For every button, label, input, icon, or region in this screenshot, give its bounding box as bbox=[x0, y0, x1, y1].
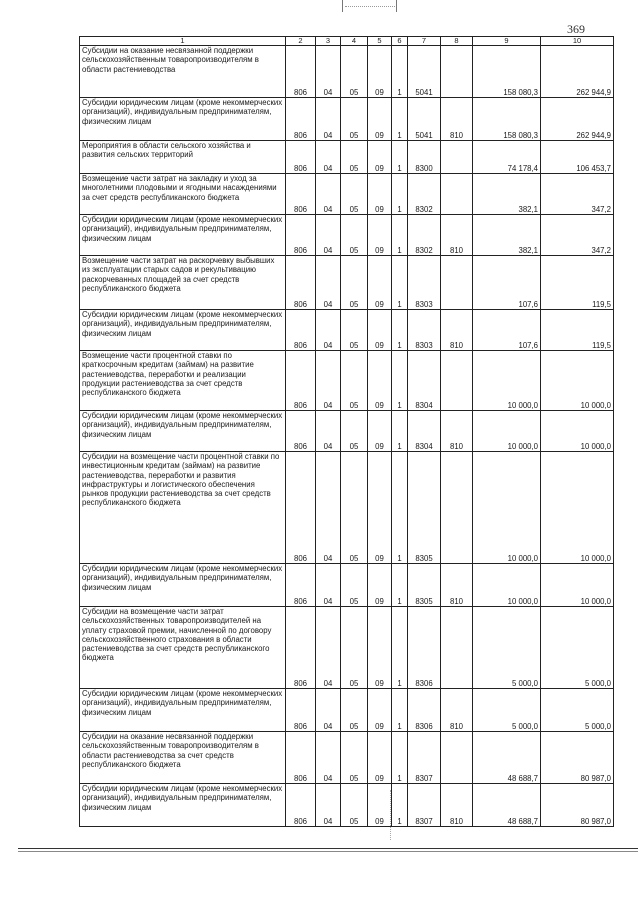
row-cell-c10: 10 000,0 bbox=[541, 564, 614, 607]
row-cell-c2: 806 bbox=[286, 784, 316, 827]
row-cell-c6: 1 bbox=[392, 215, 408, 256]
row-cell-c10: 106 453,7 bbox=[541, 141, 614, 174]
row-cell-c3: 04 bbox=[316, 256, 341, 310]
row-cell-c5: 09 bbox=[368, 732, 392, 784]
row-cell-c8 bbox=[441, 174, 473, 215]
page-number: 369 bbox=[567, 22, 585, 36]
row-cell-c5: 09 bbox=[368, 256, 392, 310]
row-cell-c6: 1 bbox=[392, 732, 408, 784]
row-cell-c3: 04 bbox=[316, 784, 341, 827]
row-cell-c4: 05 bbox=[341, 607, 368, 689]
row-cell-c3: 04 bbox=[316, 452, 341, 564]
row-cell-c2: 806 bbox=[286, 411, 316, 452]
row-cell-c4: 05 bbox=[341, 689, 368, 732]
row-cell-c2: 806 bbox=[286, 256, 316, 310]
row-name-cell: Субсидии на оказание несвязанной поддержки сельскохозяйственным товаропроизводителям в области растениеводства bbox=[80, 46, 286, 98]
row-cell-c5: 09 bbox=[368, 564, 392, 607]
row-cell-c5: 09 bbox=[368, 174, 392, 215]
row-cell-c3: 04 bbox=[316, 310, 341, 351]
table-row bbox=[80, 784, 614, 827]
row-cell-c4: 05 bbox=[341, 141, 368, 174]
row-cell-c10: 119,5 bbox=[541, 256, 614, 310]
table-row bbox=[80, 141, 614, 174]
scan-top-mark bbox=[342, 0, 402, 14]
row-cell-c5: 09 bbox=[368, 411, 392, 452]
row-name-cell: Субсидии юридическим лицам (кроме некоммерческих организаций), индивидуальным предпринимателям, физическим лицам bbox=[80, 784, 286, 827]
column-header: 5 bbox=[368, 37, 392, 46]
row-cell-c10: 347,2 bbox=[541, 174, 614, 215]
table-row bbox=[80, 256, 614, 310]
row-cell-c7: 8304 bbox=[408, 411, 441, 452]
row-cell-c9: 107,6 bbox=[473, 310, 541, 351]
row-cell-c6: 1 bbox=[392, 174, 408, 215]
table-row bbox=[80, 411, 614, 452]
row-name-cell: Субсидии юридическим лицам (кроме некоммерческих организаций), индивидуальным предпринимателям, физическим лицам bbox=[80, 689, 286, 732]
column-header: 8 bbox=[441, 37, 473, 46]
row-cell-c6: 1 bbox=[392, 98, 408, 141]
row-cell-c6: 1 bbox=[392, 564, 408, 607]
row-cell-c10: 10 000,0 bbox=[541, 452, 614, 564]
row-cell-c4: 05 bbox=[341, 411, 368, 452]
table-row bbox=[80, 607, 614, 689]
row-cell-c7: 8300 bbox=[408, 141, 441, 174]
row-cell-c4: 05 bbox=[341, 784, 368, 827]
row-cell-c6: 1 bbox=[392, 607, 408, 689]
row-cell-c2: 806 bbox=[286, 215, 316, 256]
row-cell-c10: 5 000,0 bbox=[541, 607, 614, 689]
column-header: 10 bbox=[541, 37, 614, 46]
row-cell-c8 bbox=[441, 351, 473, 411]
row-cell-c7: 8306 bbox=[408, 607, 441, 689]
row-cell-c3: 04 bbox=[316, 607, 341, 689]
row-cell-c10: 10 000,0 bbox=[541, 411, 614, 452]
row-cell-c10: 262 944,9 bbox=[541, 46, 614, 98]
column-number-row bbox=[80, 37, 614, 46]
row-cell-c6: 1 bbox=[392, 411, 408, 452]
row-cell-c8: 810 bbox=[441, 784, 473, 827]
row-cell-c10: 262 944,9 bbox=[541, 98, 614, 141]
row-cell-c5: 09 bbox=[368, 784, 392, 827]
row-cell-c6: 1 bbox=[392, 310, 408, 351]
row-name-cell: Возмещение части процентной ставки по краткосрочным кредитам (займам) на развитие растениеводства, переработки и реализации продукции растениеводства за счет средств республиканского бюджета bbox=[80, 351, 286, 411]
row-cell-c9: 158 080,3 bbox=[473, 98, 541, 141]
row-cell-c5: 09 bbox=[368, 46, 392, 98]
table-row bbox=[80, 310, 614, 351]
row-cell-c10: 347,2 bbox=[541, 215, 614, 256]
table-row bbox=[80, 174, 614, 215]
row-cell-c9: 10 000,0 bbox=[473, 452, 541, 564]
row-cell-c5: 09 bbox=[368, 141, 392, 174]
column-header: 4 bbox=[341, 37, 368, 46]
row-cell-c8: 810 bbox=[441, 689, 473, 732]
row-cell-c7: 8304 bbox=[408, 351, 441, 411]
row-cell-c8: 810 bbox=[441, 310, 473, 351]
row-cell-c7: 8307 bbox=[408, 784, 441, 827]
row-cell-c4: 05 bbox=[341, 174, 368, 215]
row-cell-c9: 382,1 bbox=[473, 215, 541, 256]
row-cell-c9: 48 688,7 bbox=[473, 732, 541, 784]
row-cell-c3: 04 bbox=[316, 98, 341, 141]
row-cell-c8 bbox=[441, 46, 473, 98]
row-cell-c7: 8305 bbox=[408, 564, 441, 607]
row-name-cell: Мероприятия в области сельского хозяйства и развития сельских территорий bbox=[80, 141, 286, 174]
row-cell-c9: 10 000,0 bbox=[473, 351, 541, 411]
row-name-cell: Субсидии на оказание несвязанной поддержки сельскохозяйственным товаропроизводителям в области растениеводства за счет средств республиканского бюджета bbox=[80, 732, 286, 784]
row-cell-c7: 5041 bbox=[408, 46, 441, 98]
row-cell-c9: 5 000,0 bbox=[473, 607, 541, 689]
row-cell-c6: 1 bbox=[392, 784, 408, 827]
row-cell-c5: 09 bbox=[368, 351, 392, 411]
row-cell-c9: 158 080,3 bbox=[473, 46, 541, 98]
row-cell-c10: 119,5 bbox=[541, 310, 614, 351]
row-cell-c3: 04 bbox=[316, 564, 341, 607]
table-row bbox=[80, 98, 614, 141]
row-cell-c7: 8303 bbox=[408, 256, 441, 310]
row-cell-c5: 09 bbox=[368, 310, 392, 351]
row-cell-c5: 09 bbox=[368, 689, 392, 732]
row-cell-c2: 806 bbox=[286, 452, 316, 564]
table-row bbox=[80, 46, 614, 98]
row-cell-c3: 04 bbox=[316, 141, 341, 174]
row-cell-c5: 09 bbox=[368, 607, 392, 689]
column-header: 9 bbox=[473, 37, 541, 46]
row-cell-c3: 04 bbox=[316, 215, 341, 256]
row-cell-c8 bbox=[441, 452, 473, 564]
row-cell-c9: 382,1 bbox=[473, 174, 541, 215]
table-row bbox=[80, 215, 614, 256]
row-cell-c6: 1 bbox=[392, 689, 408, 732]
row-cell-c10: 80 987,0 bbox=[541, 784, 614, 827]
row-name-cell: Субсидии юридическим лицам (кроме некоммерческих организаций), индивидуальным предпринимателям, физическим лицам bbox=[80, 310, 286, 351]
row-cell-c10: 10 000,0 bbox=[541, 351, 614, 411]
row-cell-c6: 1 bbox=[392, 351, 408, 411]
row-cell-c6: 1 bbox=[392, 141, 408, 174]
scan-artifact bbox=[390, 790, 403, 840]
page-bottom-edge-shadow bbox=[18, 851, 638, 852]
row-name-cell: Субсидии на возмещение части затрат сельскохозяйственных товаропроизводителей на уплату страховой премии, начисленной по договору сельскохозяйственного страхования в области растениеводства за счет средств республиканского бюджета bbox=[80, 607, 286, 689]
row-cell-c7: 8302 bbox=[408, 174, 441, 215]
table-row bbox=[80, 732, 614, 784]
column-header: 2 bbox=[286, 37, 316, 46]
row-cell-c4: 05 bbox=[341, 46, 368, 98]
row-cell-c6: 1 bbox=[392, 256, 408, 310]
row-cell-c4: 05 bbox=[341, 452, 368, 564]
row-cell-c8 bbox=[441, 732, 473, 784]
table-row bbox=[80, 564, 614, 607]
row-cell-c6: 1 bbox=[392, 46, 408, 98]
row-name-cell: Субсидии юридическим лицам (кроме некоммерческих организаций), индивидуальным предпринимателям, физическим лицам bbox=[80, 564, 286, 607]
table-row bbox=[80, 351, 614, 411]
row-cell-c2: 806 bbox=[286, 607, 316, 689]
column-header: 7 bbox=[408, 37, 441, 46]
row-cell-c2: 806 bbox=[286, 46, 316, 98]
column-header: 3 bbox=[316, 37, 341, 46]
row-cell-c7: 8305 bbox=[408, 452, 441, 564]
row-cell-c7: 5041 bbox=[408, 98, 441, 141]
row-name-cell: Субсидии юридическим лицам (кроме некоммерческих организаций), индивидуальным предпринимателям, физическим лицам bbox=[80, 411, 286, 452]
table-body bbox=[80, 46, 614, 827]
row-cell-c8 bbox=[441, 256, 473, 310]
row-cell-c7: 8302 bbox=[408, 215, 441, 256]
row-name-cell: Субсидии юридическим лицам (кроме некоммерческих организаций), индивидуальным предпринимателям, физическим лицам bbox=[80, 98, 286, 141]
row-cell-c2: 806 bbox=[286, 141, 316, 174]
row-cell-c3: 04 bbox=[316, 732, 341, 784]
budget-table bbox=[79, 36, 614, 827]
row-name-cell: Субсидии на возмещение части процентной ставки по инвестиционным кредитам (займам) на развитие растениеводства, переработки и развития инфраструктуры и логистического обеспечения рынков продукции растениеводства за счет средств республиканского бюджета bbox=[80, 452, 286, 564]
row-cell-c2: 806 bbox=[286, 98, 316, 141]
row-cell-c10: 5 000,0 bbox=[541, 689, 614, 732]
row-cell-c4: 05 bbox=[341, 256, 368, 310]
row-cell-c6: 1 bbox=[392, 452, 408, 564]
column-header: 1 bbox=[80, 37, 286, 46]
row-cell-c7: 8303 bbox=[408, 310, 441, 351]
row-cell-c9: 10 000,0 bbox=[473, 411, 541, 452]
row-cell-c3: 04 bbox=[316, 351, 341, 411]
row-cell-c9: 10 000,0 bbox=[473, 564, 541, 607]
row-name-cell: Возмещение части затрат на закладку и уход за многолетними плодовыми и ягодными насаждениями за счет средств республиканского бюджета bbox=[80, 174, 286, 215]
page-bottom-edge bbox=[18, 848, 638, 849]
row-cell-c7: 8307 bbox=[408, 732, 441, 784]
row-cell-c2: 806 bbox=[286, 564, 316, 607]
row-cell-c4: 05 bbox=[341, 351, 368, 411]
row-cell-c5: 09 bbox=[368, 215, 392, 256]
row-cell-c8: 810 bbox=[441, 215, 473, 256]
column-header: 6 bbox=[392, 37, 408, 46]
row-name-cell: Субсидии юридическим лицам (кроме некоммерческих организаций), индивидуальным предпринимателям, физическим лицам bbox=[80, 215, 286, 256]
row-cell-c8 bbox=[441, 141, 473, 174]
row-cell-c8: 810 bbox=[441, 98, 473, 141]
row-cell-c8 bbox=[441, 607, 473, 689]
row-cell-c10: 80 987,0 bbox=[541, 732, 614, 784]
row-cell-c3: 04 bbox=[316, 689, 341, 732]
row-cell-c9: 107,6 bbox=[473, 256, 541, 310]
row-cell-c3: 04 bbox=[316, 174, 341, 215]
row-cell-c4: 05 bbox=[341, 98, 368, 141]
row-name-cell: Возмещение части затрат на раскорчевку выбывших из эксплуатации старых садов и рекультивацию раскорчеванных площадей за счет средств республиканского бюджета bbox=[80, 256, 286, 310]
row-cell-c9: 48 688,7 bbox=[473, 784, 541, 827]
row-cell-c3: 04 bbox=[316, 411, 341, 452]
row-cell-c9: 5 000,0 bbox=[473, 689, 541, 732]
row-cell-c4: 05 bbox=[341, 732, 368, 784]
row-cell-c4: 05 bbox=[341, 215, 368, 256]
row-cell-c2: 806 bbox=[286, 351, 316, 411]
row-cell-c5: 09 bbox=[368, 452, 392, 564]
row-cell-c4: 05 bbox=[341, 310, 368, 351]
row-cell-c2: 806 bbox=[286, 310, 316, 351]
row-cell-c2: 806 bbox=[286, 689, 316, 732]
row-cell-c2: 806 bbox=[286, 732, 316, 784]
row-cell-c4: 05 bbox=[341, 564, 368, 607]
row-cell-c5: 09 bbox=[368, 98, 392, 141]
row-cell-c3: 04 bbox=[316, 46, 341, 98]
row-cell-c7: 8306 bbox=[408, 689, 441, 732]
table-row bbox=[80, 689, 614, 732]
table-row bbox=[80, 452, 614, 564]
row-cell-c8: 810 bbox=[441, 411, 473, 452]
row-cell-c8: 810 bbox=[441, 564, 473, 607]
row-cell-c9: 74 178,4 bbox=[473, 141, 541, 174]
row-cell-c2: 806 bbox=[286, 174, 316, 215]
